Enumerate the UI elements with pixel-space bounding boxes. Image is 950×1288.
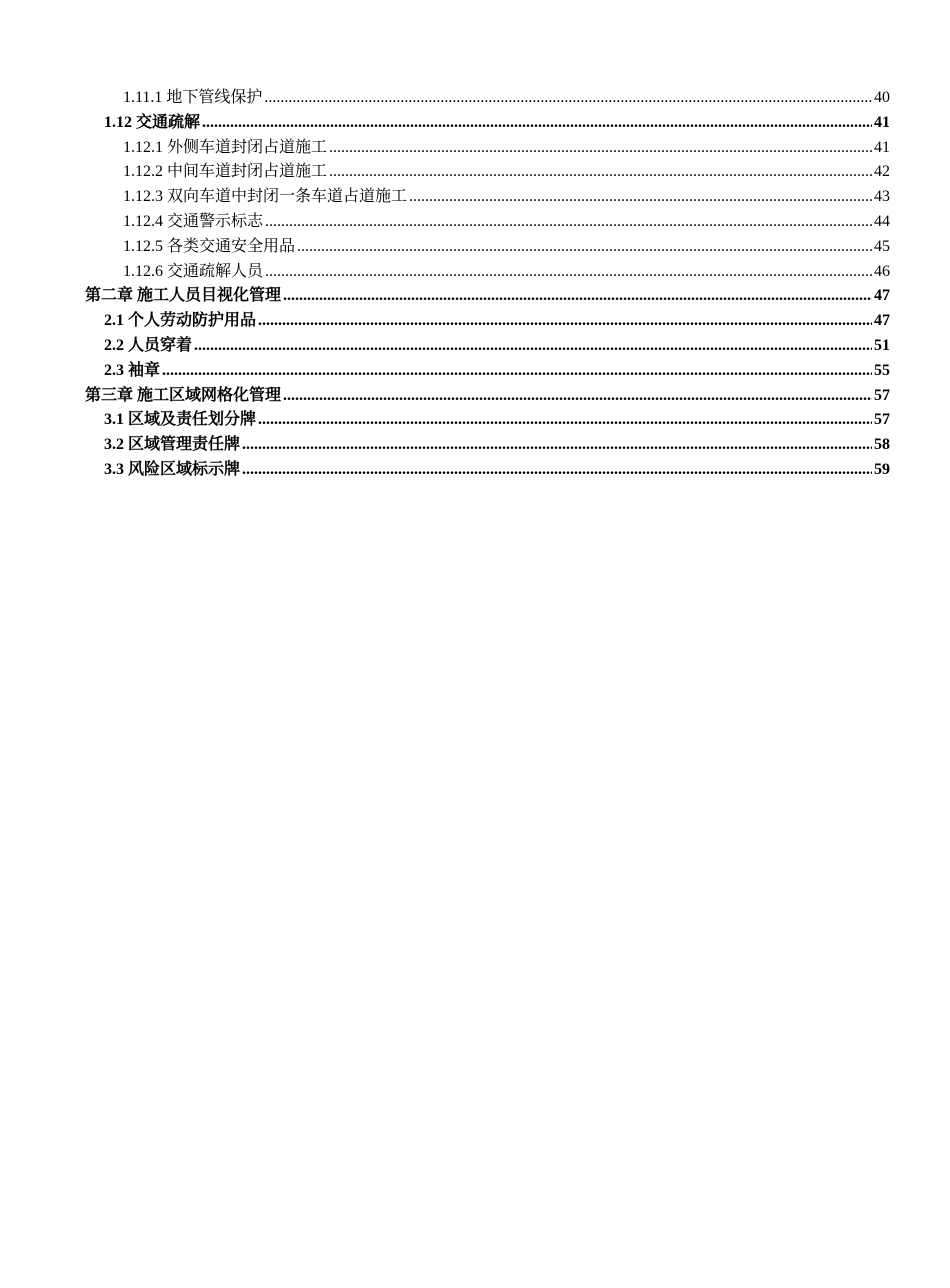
toc-entry-chapter-2[interactable] [85, 284, 890, 309]
toc-dot-leader [264, 86, 872, 111]
table-of-contents [85, 86, 890, 483]
toc-entry-title: 2.2 人员穿着 [104, 336, 193, 354]
toc-entry-1-12-3[interactable] [85, 185, 890, 210]
toc-entry-title: 1.12.4 交通警示标志 [123, 212, 264, 230]
toc-dot-leader [265, 210, 872, 235]
toc-entry-page: 47 [874, 287, 890, 305]
toc-entry-page: 41 [874, 113, 890, 131]
toc-entry-page: 59 [874, 460, 890, 478]
toc-entry-2-3[interactable] [85, 359, 890, 384]
toc-dot-leader [258, 408, 872, 433]
toc-dot-leader [329, 160, 872, 185]
toc-entry-title: 3.3 风险区域标示牌 [104, 460, 241, 478]
toc-entry-2-2[interactable] [85, 334, 890, 359]
toc-entry-1-11-1[interactable] [85, 86, 890, 111]
toc-entry-1-12-5[interactable] [85, 235, 890, 260]
toc-entry-title: 第三章 施工区域网格化管理 [85, 386, 282, 404]
toc-entry-1-12[interactable] [85, 111, 890, 136]
toc-entry-title: 2.1 个人劳动防护用品 [104, 312, 257, 330]
toc-dot-leader [265, 260, 872, 285]
toc-entry-title: 3.1 区域及责任划分牌 [104, 411, 257, 429]
toc-entry-title: 1.12.5 各类交通安全用品 [123, 237, 296, 255]
toc-dot-leader [283, 284, 872, 309]
toc-entry-1-12-1[interactable] [85, 136, 890, 161]
toc-entry-page: 58 [874, 436, 890, 454]
toc-entry-chapter-3[interactable] [85, 384, 890, 409]
toc-entry-page: 40 [874, 89, 890, 106]
toc-entry-page: 46 [874, 262, 890, 280]
toc-dot-leader [329, 136, 872, 161]
toc-entry-1-12-2[interactable] [85, 160, 890, 185]
toc-entry-3-3[interactable] [85, 458, 890, 483]
toc-entry-page: 44 [874, 212, 890, 230]
toc-entry-page: 42 [874, 163, 890, 181]
toc-dot-leader [242, 433, 872, 458]
toc-entry-page: 47 [874, 312, 890, 330]
toc-entry-3-1[interactable] [85, 408, 890, 433]
toc-dot-leader [202, 111, 872, 136]
toc-dot-leader [258, 309, 872, 334]
toc-entry-title: 2.3 袖章 [104, 361, 161, 379]
toc-entry-page: 45 [874, 237, 890, 255]
toc-entry-title: 1.11.1 地下管线保护 [123, 89, 263, 106]
toc-dot-leader [242, 458, 872, 483]
toc-entry-title: 1.12.2 中间车道封闭占道施工 [123, 163, 328, 181]
toc-dot-leader [409, 185, 872, 210]
toc-entry-title: 1.12 交通疏解 [104, 113, 201, 131]
toc-entry-page: 57 [874, 386, 890, 404]
toc-entry-3-2[interactable] [85, 433, 890, 458]
toc-entry-title: 1.12.1 外侧车道封闭占道施工 [123, 138, 328, 156]
toc-entry-1-12-4[interactable] [85, 210, 890, 235]
toc-entry-title: 第二章 施工人员目视化管理 [85, 287, 282, 305]
toc-dot-leader [297, 235, 872, 260]
toc-entry-2-1[interactable] [85, 309, 890, 334]
toc-entry-page: 41 [874, 138, 890, 156]
toc-entry-title: 3.2 区域管理责任牌 [104, 436, 241, 454]
toc-entry-title: 1.12.3 双向车道中封闭一条车道占道施工 [123, 188, 408, 206]
toc-entry-page: 51 [874, 336, 890, 354]
toc-dot-leader [162, 359, 872, 384]
toc-entry-1-12-6[interactable] [85, 260, 890, 285]
toc-dot-leader [194, 334, 872, 359]
toc-entry-page: 57 [874, 411, 890, 429]
toc-entry-page: 55 [874, 361, 890, 379]
toc-entry-title: 1.12.6 交通疏解人员 [123, 262, 264, 280]
toc-entry-page: 43 [874, 188, 890, 206]
toc-dot-leader [283, 384, 872, 409]
